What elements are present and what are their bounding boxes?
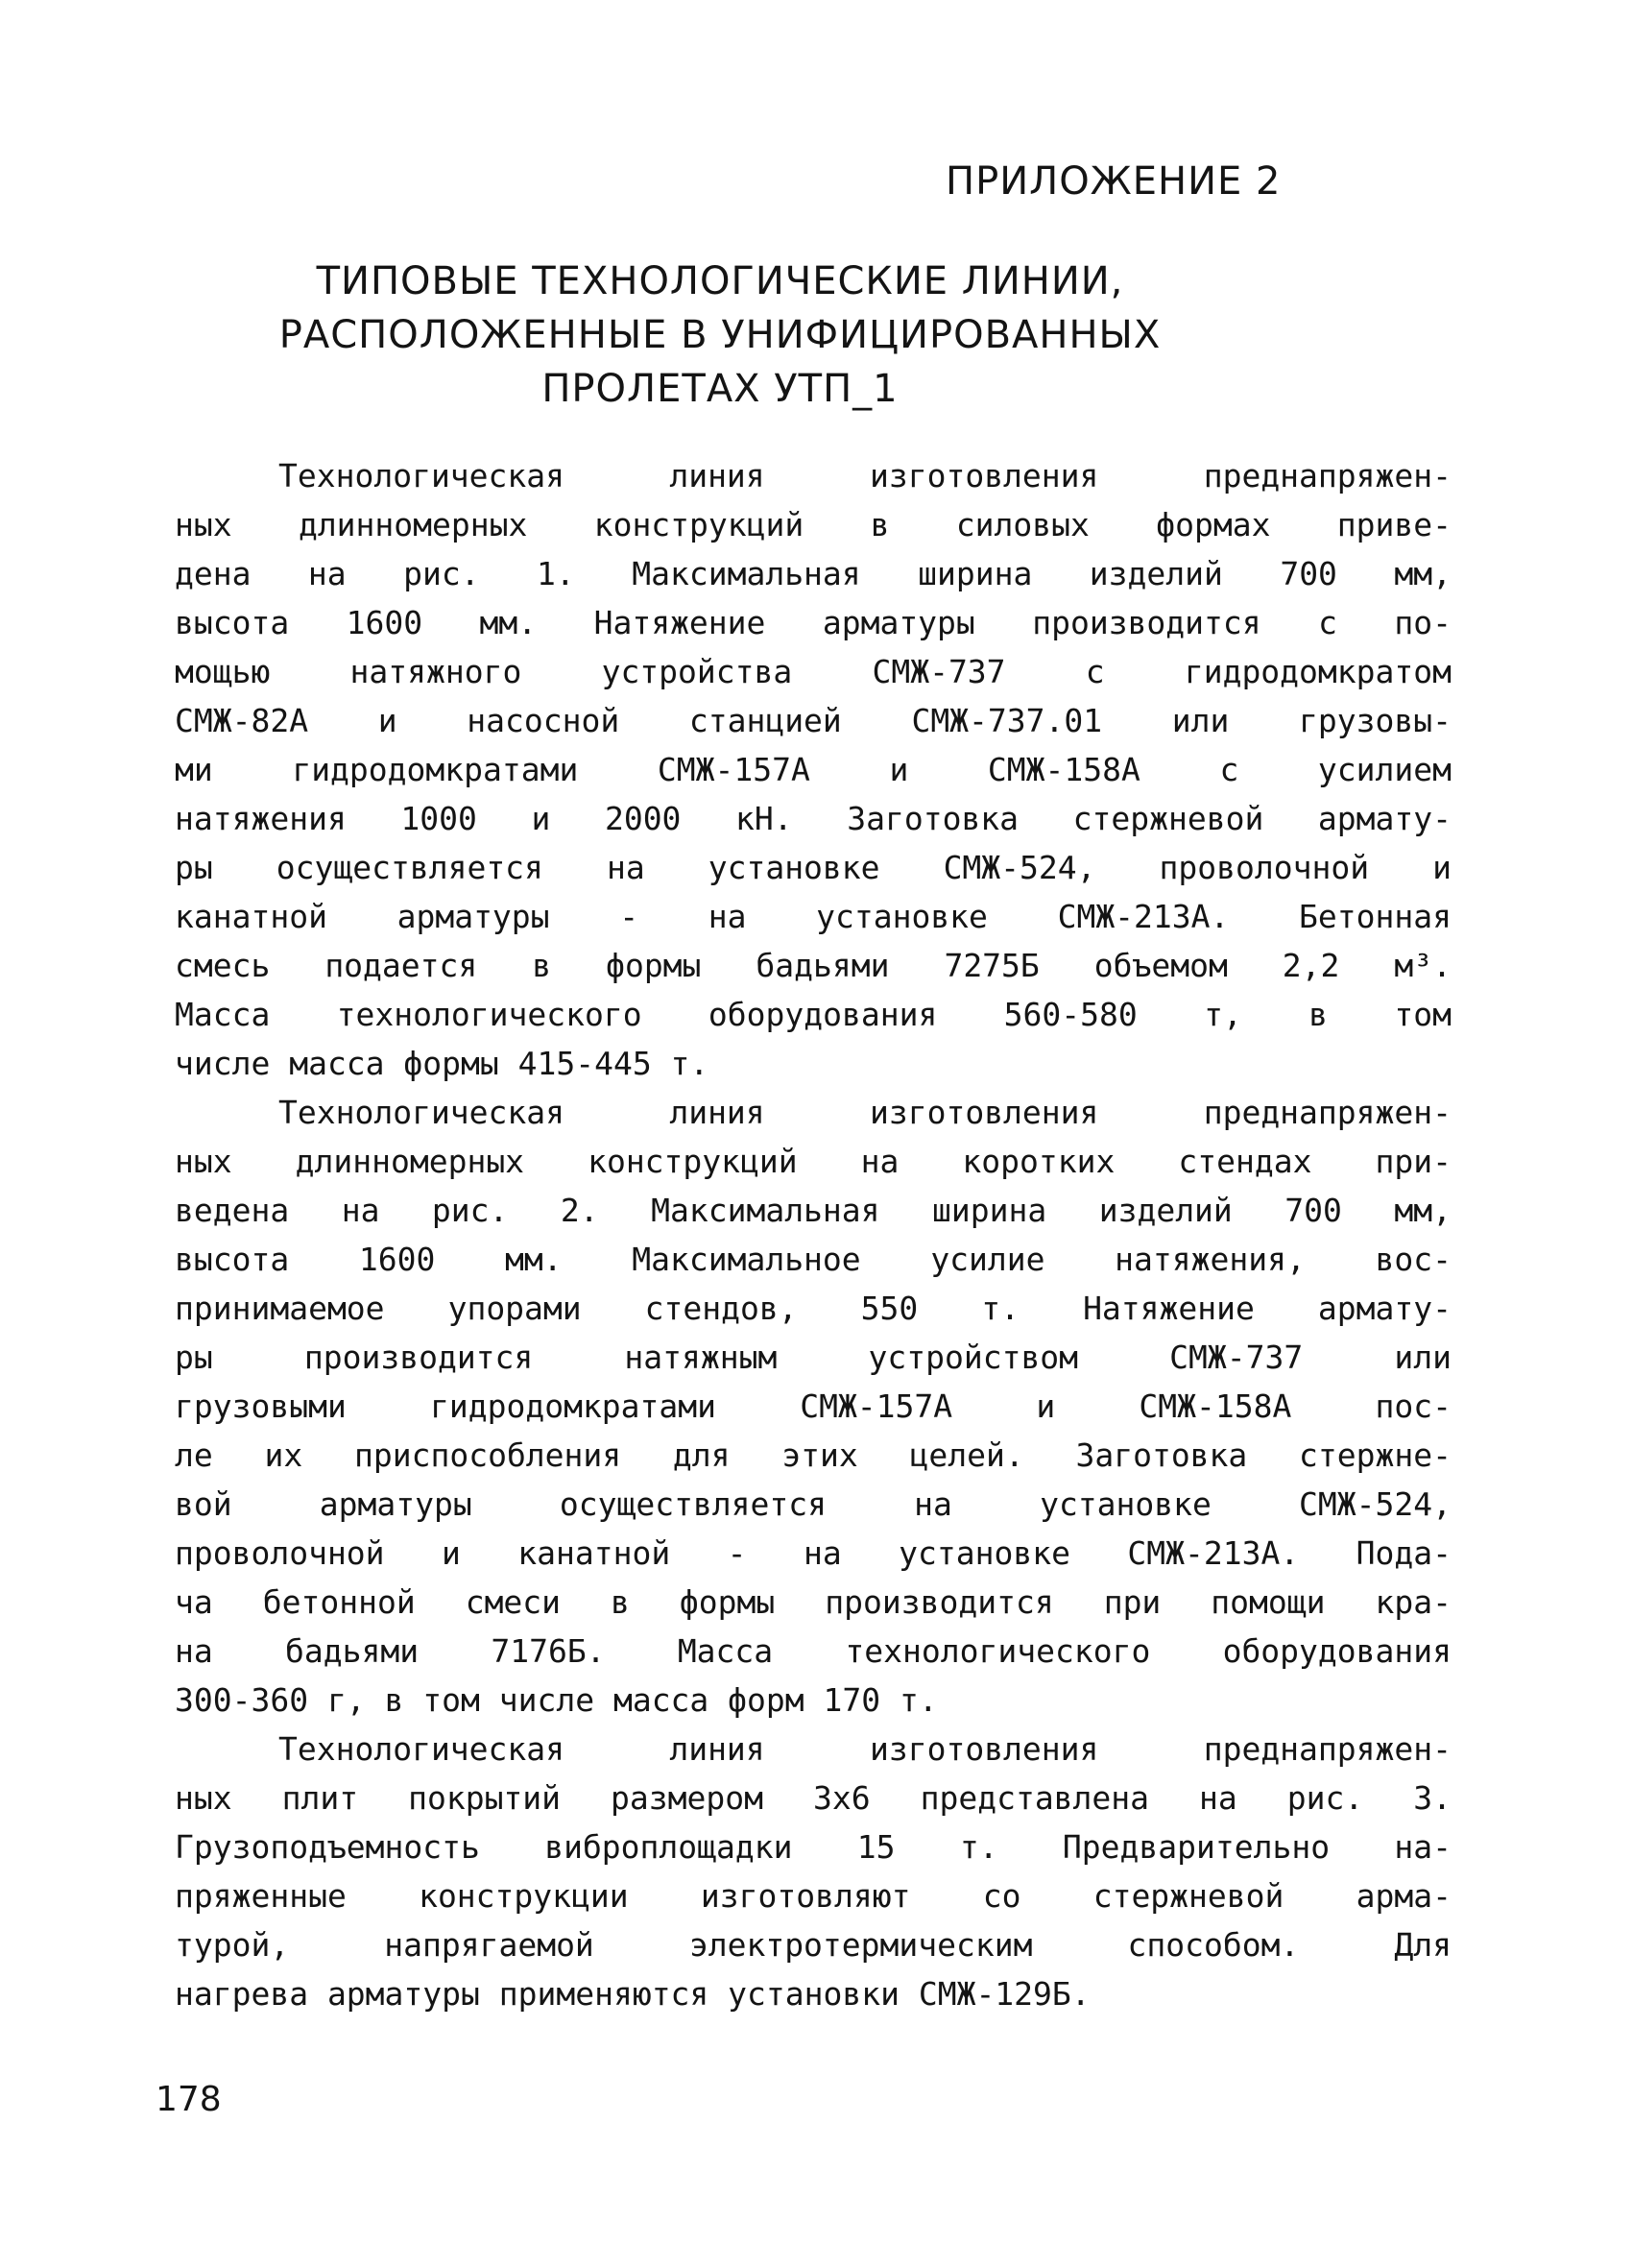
text-line: ных длинномерных конструкций в силовых формах приве- [175, 506, 1452, 543]
title-line: ТИПОВЫЕ ТЕХНОЛОГИЧЕСКИЕ ЛИНИИ, [316, 259, 1124, 303]
text-line: Технологическая линия изготовления преднапряжен- [278, 457, 1452, 495]
text-line: ных плит покрытий размером 3х6 представлена на рис. 3. [175, 1779, 1452, 1817]
text-line: турой, напрягаемой электротермическим способом. Для [175, 1926, 1452, 1964]
text-line: Грузоподъемность виброплощадки 15 т. Предварительно на- [175, 1828, 1452, 1866]
text-line: Технологическая линия изготовления преднапряжен- [278, 1094, 1452, 1131]
text-line: 300-360 г, в том числе масса форм 170 т. [175, 1681, 938, 1719]
text-line: высота 1600 мм. Максимальное усилие натяжения, вос- [175, 1241, 1452, 1278]
text-line: ле их приспособления для этих целей. Заготовка стержне- [175, 1436, 1452, 1474]
text-line: ми гидродомкратами СМЖ-157А и СМЖ-158А с усилием [175, 751, 1452, 788]
text-line: нагрева арматуры применяются установки СМЖ-129Б. [175, 1975, 1091, 2013]
text-line: дена на рис. 1. Максимальная ширина изделий 700 мм, [175, 555, 1452, 592]
text-line: вой арматуры осуществляется на установке СМЖ-524, [175, 1485, 1452, 1523]
text-line: пряженные конструкции изготовляют со стержневой арма- [175, 1877, 1452, 1915]
text-line: канатной арматуры - на установке СМЖ-213А. Бетонная [175, 898, 1452, 935]
title-line: ПРОЛЕТАХ УТП_1 [541, 367, 899, 411]
body-text [175, 451, 1452, 2018]
text-line: числе масса формы 415-445 т. [175, 1045, 709, 1082]
text-line: СМЖ-82А и насосной станцией СМЖ-737.01 или грузовы- [175, 702, 1452, 739]
text-line: ных длинномерных конструкций на коротких стендах при- [175, 1143, 1452, 1180]
text-line: ведена на рис. 2. Максимальная ширина изделий 700 мм, [175, 1192, 1452, 1229]
text-line: смесь подается в формы бадьями 7275Б объемом 2,2 м³. [175, 947, 1452, 984]
text-line: принимаемое упорами стендов, 550 т. Натяжение армату- [175, 1290, 1452, 1327]
page-number: 178 [156, 2080, 222, 2119]
text-line: грузовыми гидродомкратами СМЖ-157А и СМЖ-158А пос- [175, 1387, 1452, 1425]
text-line: Технологическая линия изготовления преднапряжен- [278, 1730, 1452, 1768]
paragraph-1 [175, 451, 1452, 1088]
text-line: ры производится натяжным устройством СМЖ-737 или [175, 1339, 1452, 1376]
text-line: ча бетонной смеси в формы производится при помощи кра- [175, 1583, 1452, 1621]
text-line: высота 1600 мм. Натяжение арматуры производится с по- [175, 604, 1452, 641]
text-line: проволочной и канатной - на установке СМЖ-213А. Пода- [175, 1534, 1452, 1572]
page-title [192, 254, 1248, 416]
text-line: мощью натяжного устройства СМЖ-737 с гидродомкратом [175, 653, 1452, 690]
paragraph-3 [175, 1725, 1452, 2018]
text-line: Масса технологического оборудования 560-580 т, в том [175, 996, 1452, 1033]
text-line: ры осуществляется на установке СМЖ-524, проволочной и [175, 849, 1452, 886]
title-line: РАСПОЛОЖЕННЫЕ В УНИФИЦИРОВАННЫХ [278, 313, 1162, 357]
text-line: натяжения 1000 и 2000 кН. Заготовка стержневой армату- [175, 800, 1452, 837]
paragraph-2 [175, 1088, 1452, 1725]
appendix-label: ПРИЛОЖЕНИЕ 2 [946, 159, 1282, 204]
text-line: на бадьями 7176Б. Масса технологического оборудования [175, 1632, 1452, 1670]
